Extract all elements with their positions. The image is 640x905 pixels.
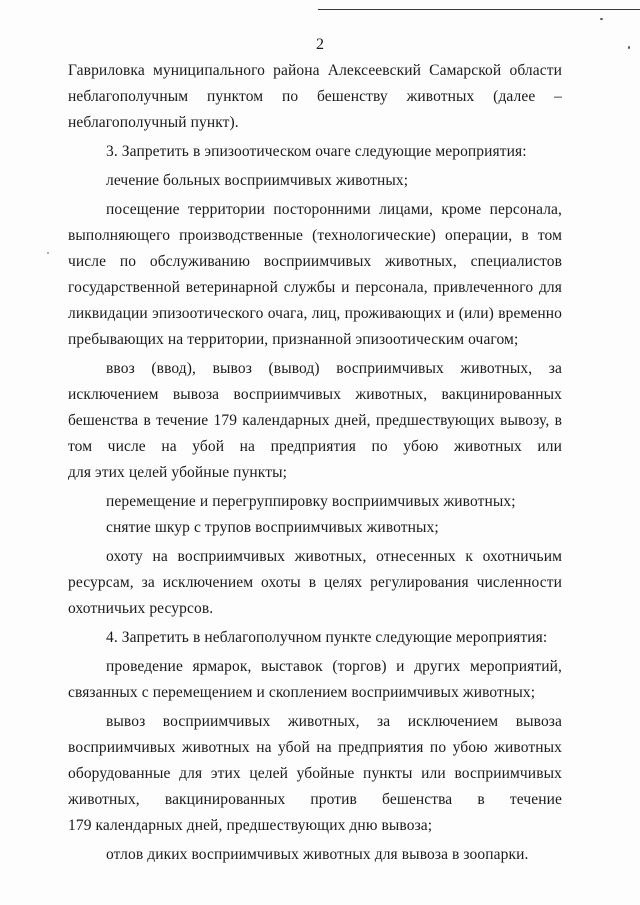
text-line: неблагополучный пункт). xyxy=(68,114,239,131)
text-line: отлов диких восприимчивых животных для вывоза в зоопарки. xyxy=(106,846,529,863)
text-line: пребывающих на территории, признанной эпизоотическим очагом; xyxy=(68,331,519,348)
text-line: 4. Запретить в неблагополучном пункте следующие мероприятия: xyxy=(106,629,548,646)
text-line: связанных с перемещением и скоплением восприимчивых животных; xyxy=(68,684,536,701)
text-line: бешенства в течение 179 календарных дней, предшествующих вывозу, в xyxy=(68,412,562,429)
text-line: охоту на восприимчивых животных, отнесенных к охотничьим xyxy=(106,548,562,565)
scan-speck xyxy=(600,18,603,20)
text-line: 3. Запретить в эпизоотическом очаге следующие мероприятия: xyxy=(106,143,527,160)
text-line: ресурсам, за исключением охоты в целях регулирования численности xyxy=(68,574,562,591)
text-line: числе по обслуживанию восприимчивых животных, специалистов xyxy=(68,253,562,270)
document-body xyxy=(68,58,562,868)
text-line: перемещение и перегруппировку восприимчивых животных; xyxy=(106,493,516,510)
text-line: животных, вакцинированных против бешенства в течение xyxy=(68,791,562,808)
text-line: проведение ярмарок, выставок (торгов) и других мероприятий, xyxy=(106,658,562,675)
text-line: ввоз (ввод), вывоз (вывод) восприимчивых животных, за xyxy=(106,360,562,377)
text-line: восприимчивых животных на убой на предприятия по убою животных xyxy=(68,739,562,756)
text-line: ликвидации эпизоотического очага, лиц, проживающих и (или) временно xyxy=(68,305,562,322)
text-line: выполняющего производственные (технологические) операции, в том xyxy=(68,227,562,244)
text-line: неблагополучным пунктом по бешенству животных (далее – xyxy=(68,88,562,105)
text-line: посещение территории посторонними лицами, кроме персонала, xyxy=(106,201,562,218)
text-line: охотничьих ресурсов. xyxy=(68,600,214,617)
scan-edge-line xyxy=(318,9,640,10)
scan-speck xyxy=(47,252,49,254)
text-line: Гавриловка муниципального района Алексеевский Самарской области xyxy=(68,62,562,79)
text-line: исключением вывоза восприимчивых животных, вакцинированных xyxy=(68,386,562,403)
text-line: государственной ветеринарной службы и персонала, привлеченного для xyxy=(68,279,562,296)
text-line: лечение больных восприимчивых животных; xyxy=(106,172,409,189)
text-line: том числе на убой на предприятия по убою животных или xyxy=(68,438,562,455)
text-line: снятие шкур с трупов восприимчивых животных; xyxy=(106,519,439,536)
page-number: 2 xyxy=(316,36,324,53)
text-line: оборудованные для этих целей убойные пункты или восприимчивых xyxy=(68,765,562,782)
text-line: для этих целей убойные пункты; xyxy=(68,464,288,481)
text-line: вывоз восприимчивых животных, за исключением вывоза xyxy=(106,713,562,730)
text-line: 179 календарных дней, предшествующих дню вывоза; xyxy=(68,817,433,834)
